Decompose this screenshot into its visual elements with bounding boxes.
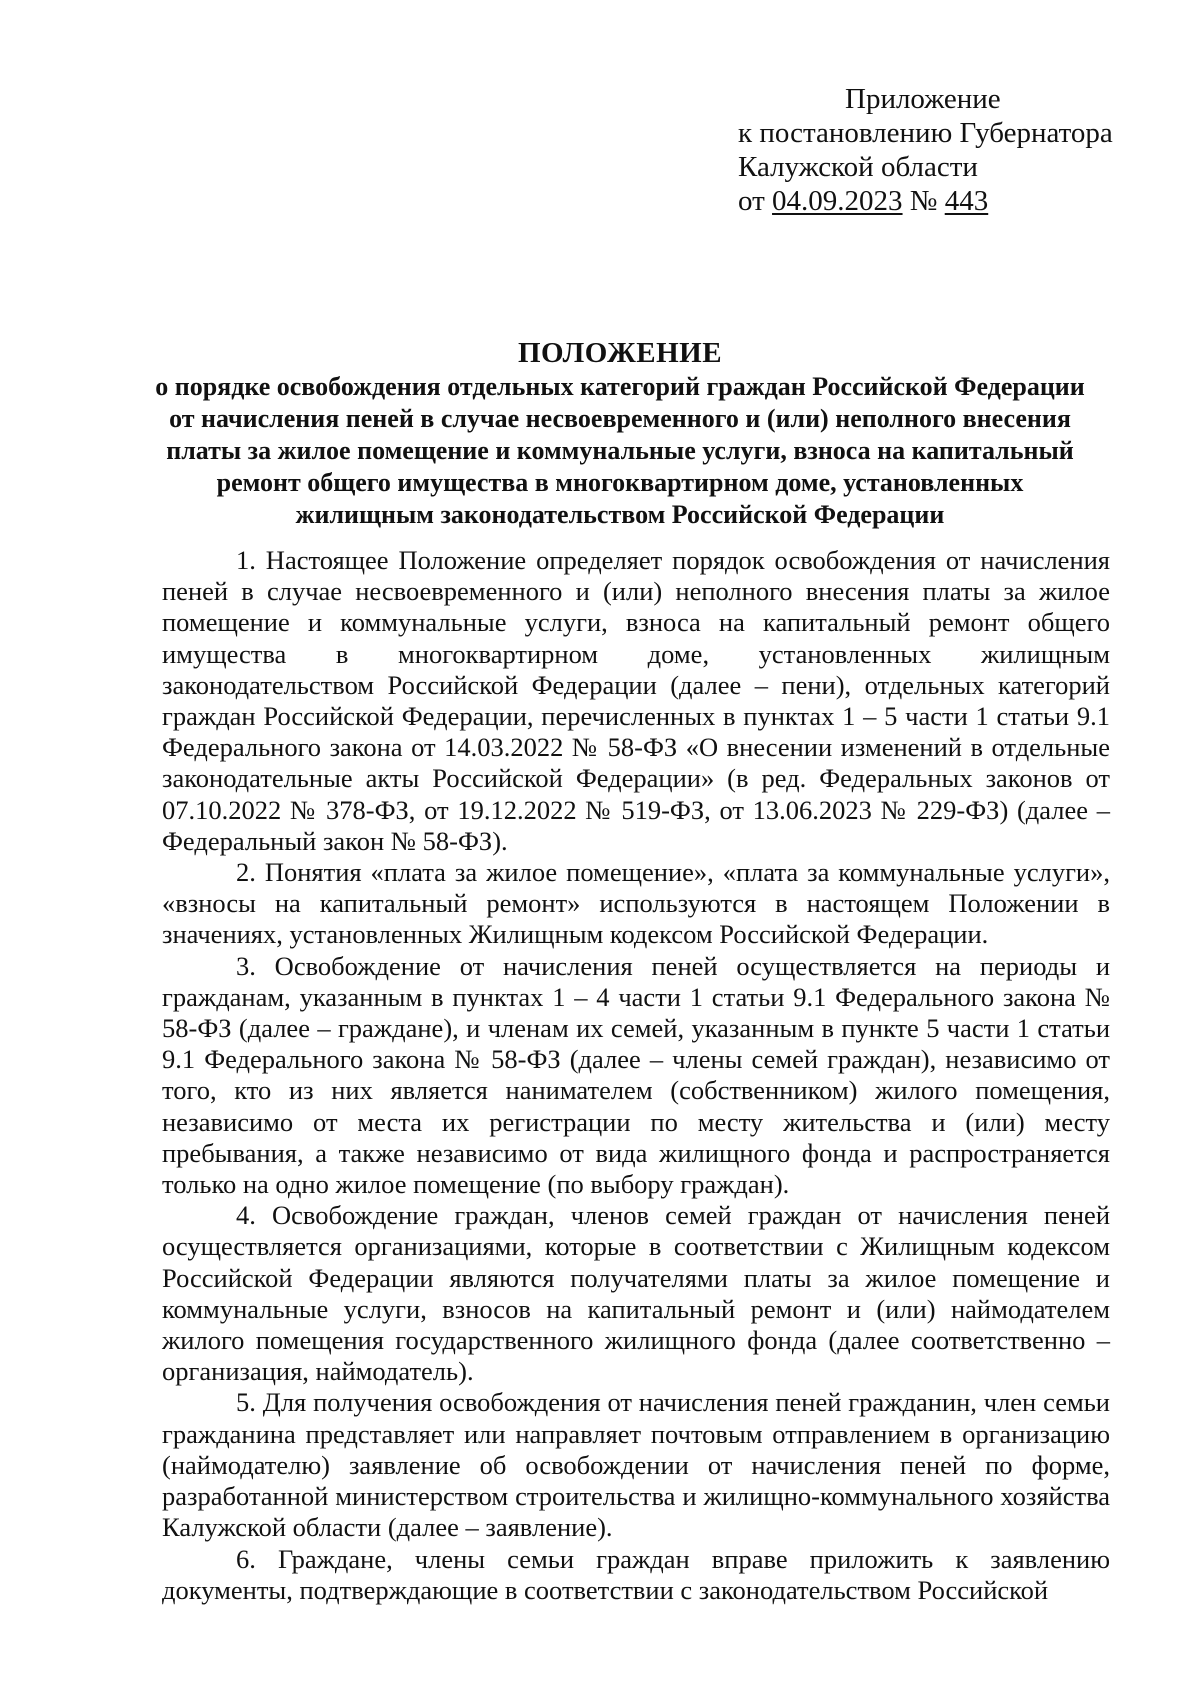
- subtitle-line: платы за жилое помещение и коммунальные услуги, взноса на капитальный: [166, 436, 1074, 465]
- document-subtitle: [140, 371, 1100, 531]
- paragraph-1: 1. Настоящее Положение определяет порядок освобождения от начисления пеней в случае несвоевременного и (или) неполного внесения платы за жилое помещение и коммунальные услуги, взноса на капитальный ремонт общего имущества в многоквартирном доме, установленных жилищным законодательством Российской Федерации (далее – пени), отдельных категорий граждан Российской Федерации, перечисленных в пунктах 1 – 5 части 1 статьи 9.1 Федерального закона от 14.03.2022 № 58-ФЗ «О внесении изменений в отдельные законодательные акты Российской Федерации» (в ред. Федеральных законов от 07.10.2022 № 378-ФЗ, от 19.12.2022 № 519-ФЗ, от 13.06.2023 № 229-ФЗ) (далее – Федеральный закон № 58-ФЗ).: [162, 545, 1110, 856]
- appendix-region-line: Калужской области: [738, 151, 978, 183]
- subtitle-line: от начисления пеней в случае несвоевременного и (или) неполного внесения: [169, 404, 1071, 433]
- subtitle-line: ремонт общего имущества в многоквартирном доме, установленных: [216, 468, 1024, 497]
- subtitle-line: о порядке освобождения отдельных категорий граждан Российской Федерации: [155, 372, 1085, 401]
- paragraph-3: 3. Освобождение от начисления пеней осуществляется на периоды и гражданам, указанным в пунктах 1 – 4 части 1 статьи 9.1 Федерального закона № 58-ФЗ (далее – граждане), и членам их семей, указанным в пункте 5 части 1 статьи 9.1 Федерального закона № 58-ФЗ (далее – члены семей граждан), независимо от того, кто из них является нанимателем (собственником) жилого помещения, независимо от места их регистрации по месту жительства и (или) месту пребывания, а также независимо от вида жилищного фонда и распространяется только на одно жилое помещение (по выбору граждан).: [162, 950, 1110, 1200]
- title-block: [140, 335, 1100, 531]
- appendix-date: 04.09.2023: [772, 185, 903, 217]
- paragraph-4: 4. Освобождение граждан, членов семей граждан от начисления пеней осуществляется организациями, которые в соответствии с Жилищным кодексом Российской Федерации являются получателями платы за жилое помещение и коммунальные услуги, взносов на капитальный ремонт и (или) наймодателем жилого помещения государственного жилищного фонда (далее соответственно – организация, наймодатель).: [162, 1200, 1110, 1387]
- document-title: ПОЛОЖЕНИЕ: [517, 337, 723, 369]
- appendix-header: [738, 82, 1158, 218]
- appendix-resolution-line: к постановлению Губернатора: [738, 117, 1113, 149]
- paragraph-2: 2. Понятия «плата за жилое помещение», «плата за коммунальные услуги», «взносы на капитальный ремонт» используются в настоящем Положении в значениях, установленных Жилищным кодексом Российской Федерации.: [162, 857, 1110, 950]
- document-body: [162, 545, 1110, 1606]
- subtitle-line: жилищным законодательством Российской Федерации: [295, 500, 945, 529]
- paragraph-6: 6. Граждане, члены семьи граждан вправе приложить к заявлению документы, подтверждающие в соответствии с законодательством Российской: [162, 1543, 1110, 1605]
- paragraph-5: 5. Для получения освобождения от начисления пеней гражданин, член семьи гражданина представляет или направляет почтовым отправлением в организацию (наймодателю) заявление об освобождении от начисления пеней по форме, разработанной министерством строительства и жилищно-коммунального хозяйства Калужской области (далее – заявление).: [162, 1387, 1110, 1543]
- appendix-number-prefix: №: [902, 185, 945, 217]
- appendix-date-line: [738, 184, 1158, 218]
- appendix-date-prefix: от: [738, 185, 773, 217]
- appendix-label: Приложение: [845, 83, 1001, 115]
- appendix-number: 443: [944, 185, 989, 217]
